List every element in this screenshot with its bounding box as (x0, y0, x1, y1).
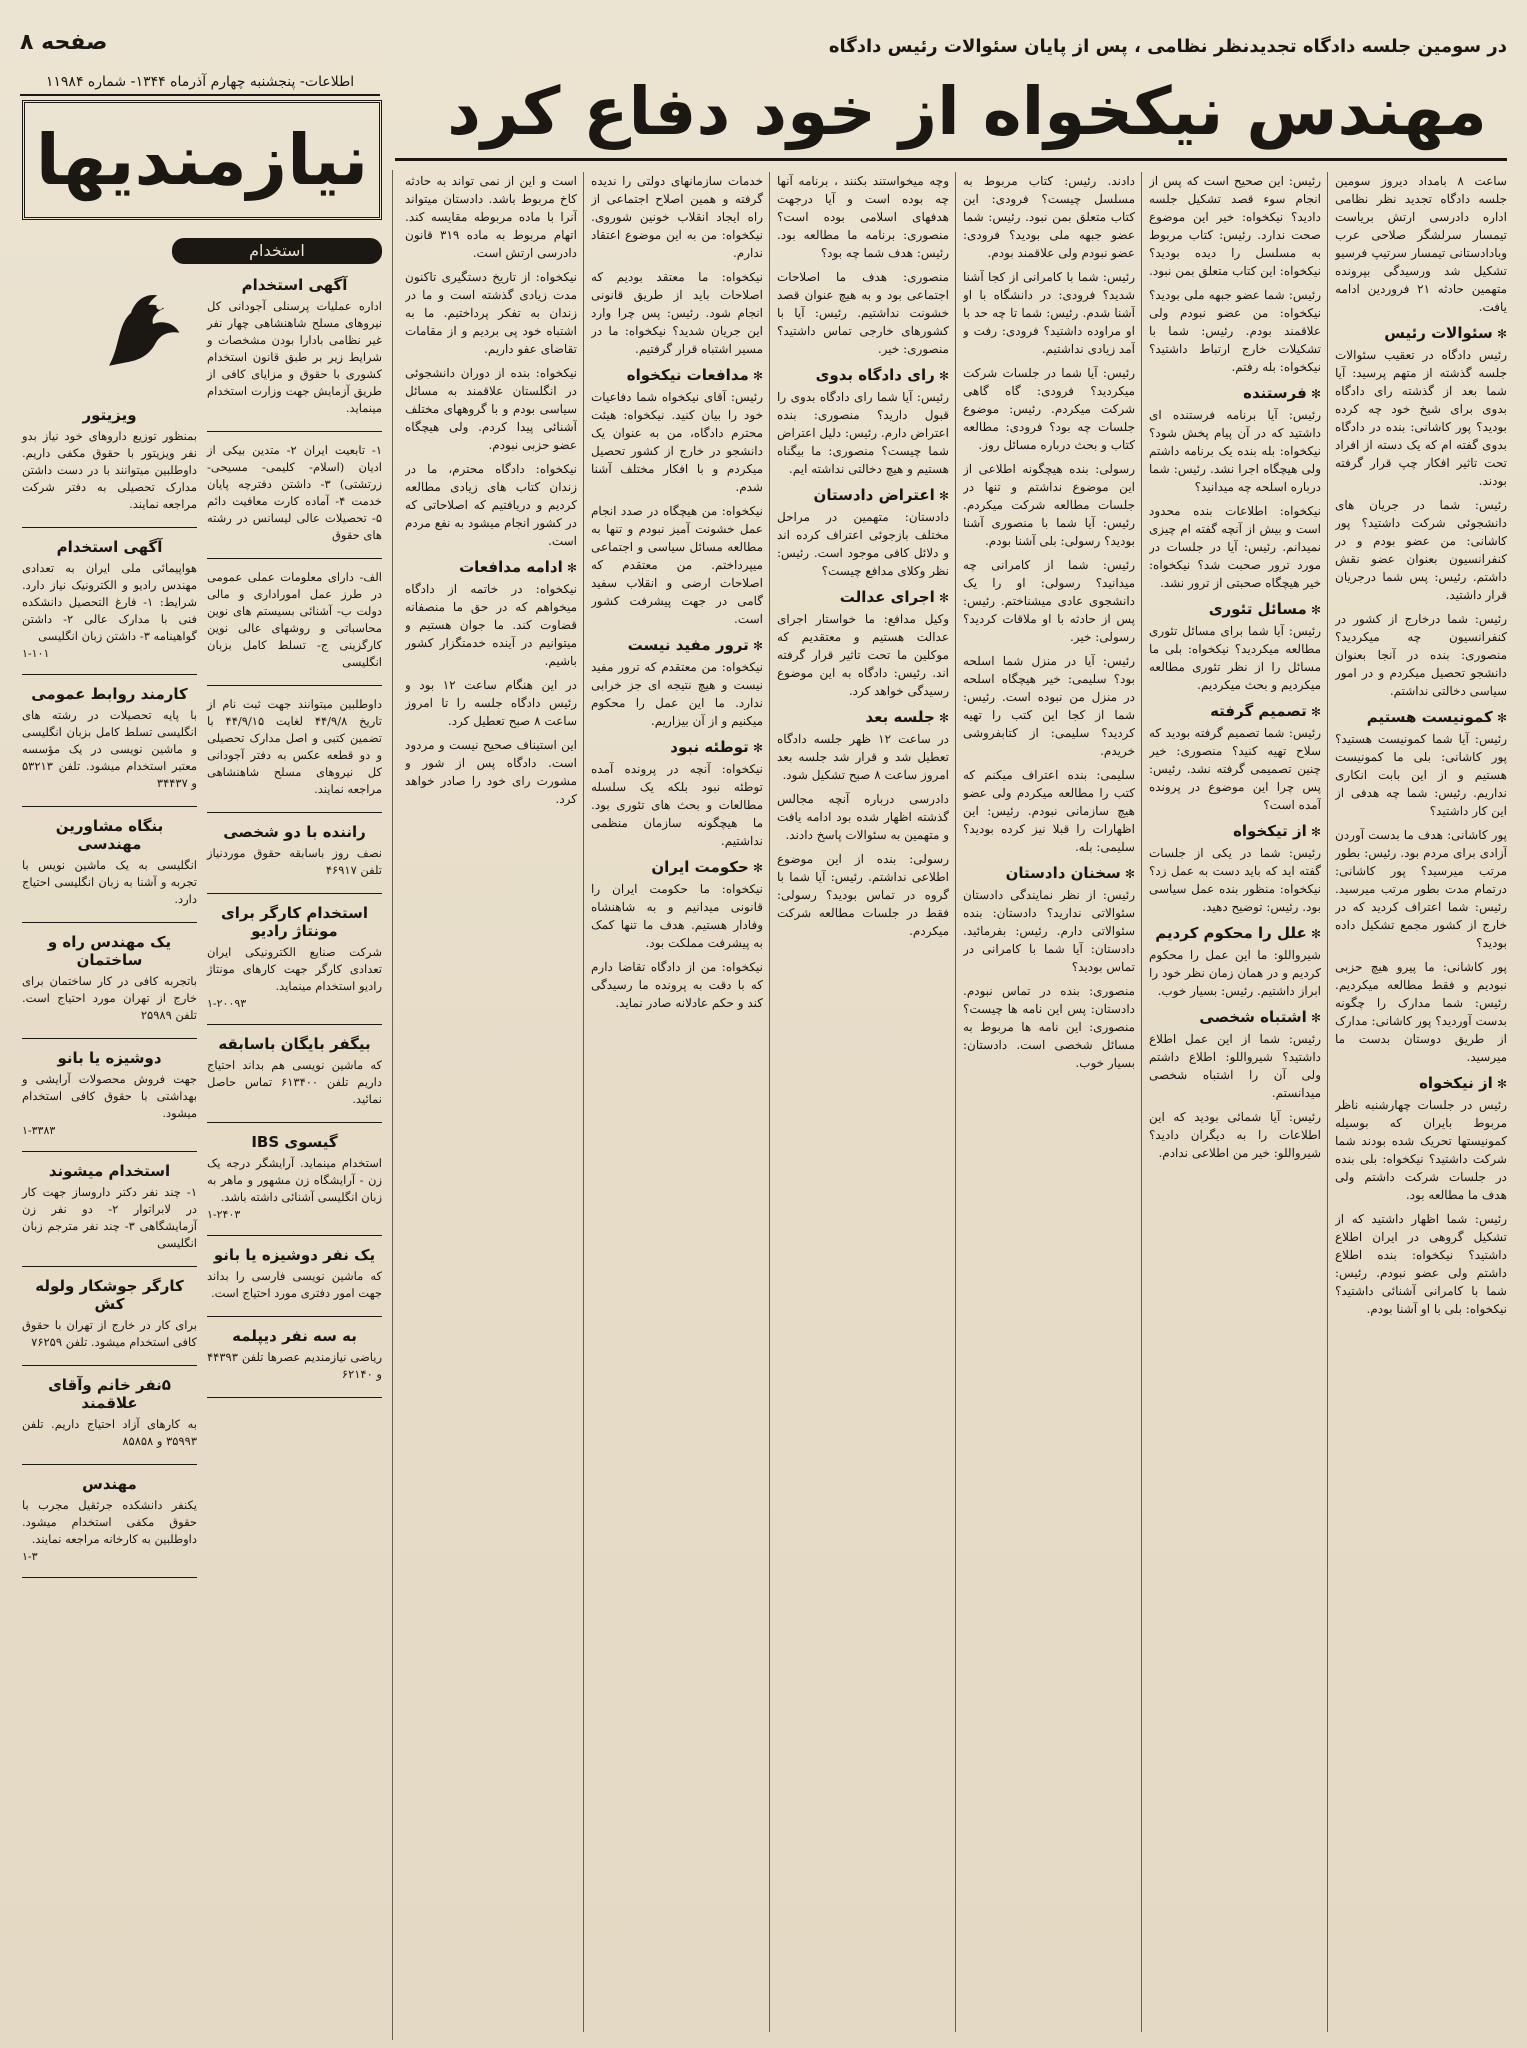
classified-ad-title: آگهی استخدام (56, 538, 163, 556)
classifieds-left-column (22, 276, 197, 1588)
classified-ad-text: به کارهای آزاد احتیاج داریم. تلفن ۳۵۹۹۳ و ۸۵۸۵۸ (22, 1417, 197, 1448)
classified-ad-text: ۱- چند نفر دکتر داروساز جهت کار در لابراتوار ۲- دو نفر زن آزمایشگاهی ۳- چند نفر مترجم زبان انگلیسی (22, 1185, 197, 1250)
headline-rule (395, 158, 1507, 161)
classified-ad-text: هواپیمائی ملی ایران به تعدادی مهندس رادیو و الکترونیک نیاز دارد. شرایط: ۱- فارغ التحصیل دانشکده فنی با مدارک عالی ۲- داشتن گواهینامه ۳- داشتن زبان انگلیسی (22, 561, 198, 643)
classified-ad (22, 406, 197, 513)
article-paragraph: رئیس: آیا شما کمونیست هستید؟ پور کاشانی: بلی ما کمونیست هستیم و از این بابت انکاری نداریم. رئیس: شما چه هدفی از این کار داشتید؟ (1335, 732, 1507, 818)
classified-ad (207, 569, 382, 671)
article-paragraph: منصوری: بنده در تماس نبودم. دادستان: پس این نامه ها چیست؟ منصوری: این نامه ها مربوط به مسائل شخصی است. دادستان: بسیار خوب. (963, 984, 1135, 1070)
classified-ad-text: برای کار در خارج از تهران با حقوق کافی استخدام میشود. تلفن ۷۶۲۵۹ (22, 1318, 197, 1349)
classified-ad-text: که ماشین نویسی هم بداند احتیاج داریم تلفن ۶۱۳۴۰۰ تماس حاصل نمائید. (207, 1058, 382, 1106)
article-body (402, 172, 1507, 2032)
article-subheading: ✻ از تیکخواه (1149, 822, 1321, 840)
classified-ad (22, 1475, 197, 1563)
article-subheading: ✻ از نیکخواه (1335, 1074, 1507, 1092)
article-paragraph: رئیس: شما اظهار داشتید که از تشکیل گروهی در ایران اطلاع داشتید؟ نیکخواه: بنده اطلاع داشتم ولی عضو نبودم. رئیس: شما با کامرانی آشنائی داشتید؟ نیکخواه: بلی با او آشنا بودم. (1335, 1212, 1507, 1316)
classified-ad (207, 442, 382, 544)
classified-ad (207, 696, 382, 798)
classified-ad-title: کارمند روابط عمومی (31, 685, 188, 703)
article-column-divider (769, 172, 770, 2032)
classified-ad-text: ریاضی نیازمندیم عصرها تلفن ۴۴۳۹۳ و ۶۲۱۴۰ (207, 1350, 382, 1381)
article-paragraph: نیکخواه: آنچه در پرونده آمده توطئه نبود بلکه یک سلسله مطالعات و بحث های تئوری بود. ما هیچگونه سازمان منظمی نداشتیم. (591, 762, 763, 848)
article-paragraph: رئیس: آقای نیکخواه شما دفاعیات خود را بیان کنید. نیکخواه: هیئت محترم دادگاه، من به عنوان یک دانشجو در خارج از کشور تحصیل میکردم و با افکار مختلف آشنا شدم. (591, 390, 763, 494)
article-subheading: ✻ اعتراض دادستان (777, 486, 949, 504)
article-subheading: ✻ ترور مفید نیست (591, 636, 763, 654)
article-paragraph: رئیس: آیا شما برای مسائل تئوری مطالعه میکردید؟ نیکخواه: بلی ما مسائل را از نظر تئوری مطالعه میکردیم و بحث میکردیم. (1149, 624, 1321, 692)
article-paragraph: رئیس: آیا شما رای دادگاه بدوی را قبول دارید؟ منصوری: بنده اعتراض دارم. رئیس: دلیل اعتراض شما چیست؟ منصوری: ما بیگناه هستیم و هیچ دخالتی نداشته ایم. (777, 390, 949, 476)
classified-ad (22, 1277, 197, 1351)
classified-ad (22, 1162, 197, 1252)
article-paragraph: شیرواللو: ما این عمل را محکوم کردیم و در همان زمان نظر خود را ابراز داشتیم. رئیس: بسیار خوب. (1149, 948, 1321, 998)
classified-ad (207, 276, 382, 417)
article-subheading: ✻ حکومت ایران (591, 858, 763, 876)
article-subheading: ✻ مدافعات نیکخواه (591, 366, 763, 384)
article-paragraph: رئیس: آیا شمائی بودید که این اطلاعات را به دیگران دادید؟ شیرواللو: خیر من اطلاعی ندادم. (1149, 1110, 1321, 1160)
classified-ad-text: ۱- تابعیت ایران ۲- متدین بیکی از ادیان (اسلام- کلیمی- مسیحی- زرتشتی) ۳- داشتن دفترچه پایان خدمت ۴- آماده کارت معافیت دائم ۵- تحصیلات عالی لیسانس در رشته های حقوق (207, 443, 383, 542)
article-column (405, 172, 577, 2032)
article-paragraph: این استیناف صحیح نیست و مردود است. دادگاه پس از شور و مشورت رای خود را صادر خواهد کرد. (405, 738, 577, 806)
article-paragraph: رئیس: شما تصمیم گرفته بودید که سلاح تهیه کنید؟ منصوری: خیر چنین تصمیمی گرفته نشد. رئیس: پس چرا این موضوع در پرونده آمده است؟ (1149, 726, 1321, 812)
classified-ad-title: دوشیزه یا بانو (57, 1049, 162, 1067)
article-paragraph: وکیل مدافع: ما خواستار اجرای عدالت هستیم و معتقدیم که موکلین ما تحت تاثیر قرار گرفته اند. رئیس: دادگاه به این موضوع رسیدگی خواهد کرد. (777, 612, 949, 698)
classified-divider (207, 1122, 382, 1123)
article-column (963, 172, 1135, 2032)
article-paragraph: نیکخواه: اطلاعات بنده محدود است و بیش از آنچه گفته ام چیزی نمیدانم. رئیس: آیا در جلسات در مورد ترور صحبت شد؟ نیکخواه: خیر هیچگاه صحبتی از ترور نشد. (1149, 504, 1321, 590)
article-paragraph: در ساعت ۱۲ ظهر جلسه دادگاه تعطیل شد و قرار شد جلسه بعد امروز ساعت ۸ صبح تشکیل شود. (777, 732, 949, 782)
classified-divider (22, 806, 197, 807)
article-subheading: ✻ توطئه نبود (591, 738, 763, 756)
classified-ad-text: شرکت صنایع الکترونیکی ایران تعدادی کارگر جهت کارهای مونتاژ رادیو استخدام مینماید. (207, 945, 382, 993)
article-paragraph: نیکخواه: از تاریخ دستگیری تاکنون مدت زیادی گذشته است و ما در زندان به تفکر پرداختیم. ما به اشتباه خود پی بردیم و از مقامات تقاضای عفو داریم. (405, 270, 577, 356)
classified-divider (22, 922, 197, 923)
article-column-divider (583, 172, 584, 2032)
classified-divider (207, 431, 382, 432)
classified-ad-code: ۱-۳۳۸۳ (22, 1124, 56, 1137)
article-paragraph: دادرسی درباره آنچه مجالس گذشته اظهار شده بود ادامه یافت و متهمین به سئوالات پاسخ دادند. (777, 792, 949, 842)
classified-ad-text: استخدام مینماید. آرایشگر درجه یک زن - آرایشگاه زن مشهور و ماهر به زبان انگلیسی آشنائی داشته باشد. (207, 1156, 382, 1204)
classified-divider (207, 685, 382, 686)
main-headline: مهندس نیکخواه از خود دفاع کرد (447, 73, 1487, 150)
classified-ad-code: ۱-۲۰۰۹۳ (207, 997, 247, 1010)
classified-ad-title: مهندس (82, 1475, 137, 1493)
article-paragraph: رئیس در جلسات چهارشنبه ناظر مربوط بایران که بوسیله کمونیستها تحریک شده بودند شما شرکت داشتید؟ نیکخواه: بلی بنده در جلسات شرکت داشتم ولی هدف ما مطالعه بود. (1335, 1098, 1507, 1202)
article-column (1149, 172, 1321, 2032)
classified-divider (22, 1266, 197, 1267)
article-paragraph: رئیس: شما در جریان های دانشجوئی شرکت داشتید؟ پور کاشانی: من عضو بودم و در کنفرانسیون بعنوان عضو نقش داشتم. رئیس: پس شما درجریان قرار داشتید. (1335, 498, 1507, 602)
classified-ad (207, 1327, 382, 1383)
classified-ad-title: کارگر جوشکار ولوله کش (35, 1277, 184, 1313)
classified-divider (207, 812, 382, 813)
classified-ad-code: ۱-۳ (22, 1550, 38, 1563)
article-paragraph: وچه میخواستند بکنند ، برنامه آنها چه بوده است و آیا درجهت هدفهای اسلامی بوده است؟ منصوری: برنامه ما مطالعه بود. رئیس: هدف شما چه بود؟ (777, 174, 949, 260)
article-subheading: ✻ کمونیست هستیم (1335, 708, 1507, 726)
classified-ad (207, 1035, 382, 1108)
article-subheading: ✻ مسائل تئوری (1149, 600, 1321, 618)
article-subheading: ✻ فرستنده (1149, 384, 1321, 402)
article-paragraph: رئیس: آیا شما در جلسات شرکت میکردید؟ فرودی: گاه گاهی شرکت میکردم. رئیس: موضوع جلسات چه بود؟ فرودی: مطالعه کتاب و بحث درباره مسائل روز. (963, 366, 1135, 452)
article-paragraph: رئیس دادگاه در تعقیب سئوالات جلسه گذشته از متهم پرسید: آیا شما بعد از گذشته رای دادگاه بدوی برای شیخ خود چه کرده بودید؟ پور کاشانی: بنده در دادگاه بدوی گفته ام که یک دسته از افراد تحت تاثیر افکار چپ قرار گرفته بودند. (1335, 348, 1507, 488)
classified-ad-text: یکنفر دانشکده جرثقیل مجرب با حقوق مکفی استخدام میشود. داوطلبین به کارخانه مراجعه نمایند. (22, 1498, 197, 1546)
article-column (591, 172, 763, 2032)
article-paragraph: رئیس: از نظر نمایندگی دادستان سئوالاتی ندارید؟ دادستان: بنده سئوالاتی دارم. رئیس: بفرمائید. دادستان: آیا شما با کامرانی در تماس بودید؟ (963, 888, 1135, 974)
article-paragraph: رئیس: آیا برنامه فرستنده ای داشتید که در آن پیام پخش شود؟ نیکخواه: بله بنده یک برنامه داشتم ولی هیچگاه اجرا نشد. رئیس: شما درباره اسلحه چه میدانید؟ (1149, 408, 1321, 494)
classified-ad (22, 538, 197, 660)
classified-ad-code: ۱-۱۰۱ (22, 647, 50, 660)
classified-ad (207, 1133, 382, 1221)
article-column-divider (955, 172, 956, 2032)
article-paragraph: دادند. رئیس: کتاب مربوط به مسلسل چیست؟ فرودی: این کتاب متعلق بمن نبود. رئیس: شما عضو جبهه ملی بودید؟ فرودی: عضو نبودم ولی علاقمند بودم. (963, 174, 1135, 260)
article-paragraph: منصوری: هدف ما اصلاحات اجتماعی بود و به هیچ عنوان قصد خشونت نداشتیم. رئیس: آیا با کشورهای خارجی تماس داشتید؟ منصوری: خیر. (777, 270, 949, 356)
classified-divider (22, 1464, 197, 1465)
article-subheading: ✻ رای دادگاه بدوی (777, 366, 949, 384)
classified-ad-text: نصف روز باسابقه حقوق موردنیاز تلفن ۴۶۹۱۷ (207, 846, 382, 877)
classified-ad-title: استخدام کارگر برای مونتاژ رادیو (221, 904, 368, 940)
classified-ad-text: اداره عملیات پرسنلی آجودانی کل نیروهای مسلح شاهنشاهی چهار نفر غیر نظامی بادارا بودن مشخصات و شرایط زیر بر طبق قانون استخدام کشوری با حقوق و مزایای کافی از طریق آزمایش جهت وزارت استخدام مینماید. (207, 299, 382, 415)
classified-divider (22, 527, 197, 528)
article-paragraph: نیکخواه: بنده از دوران دانشجوئی در انگلستان علاقمند به مسائل سیاسی بودم و با گروههای مختلف آشنائی پیدا کردم. ولی هیچگاه عضو حزبی نبودم. (405, 366, 577, 452)
classified-ad-title: یک نفر دوشیزه یا بانو (213, 1246, 376, 1264)
classifieds-banner: استخدام (172, 238, 382, 264)
article-paragraph: در این هنگام ساعت ۱۲ بود و رئیس دادگاه جلسه را تا امروز ساعت ۸ صبح تعطیل کرد. (405, 678, 577, 728)
article-paragraph: رئیس: شما با کامرانی از کجا آشنا شدید؟ فرودی: در دانشگاه با او آشنا شدم. رئیس: شما تا چه حد با او مراوده داشتید؟ فرودی: رفت و آمد زیادی نداشتیم. (963, 270, 1135, 356)
classified-ad-title: بنگاه مشاورین مهندسی (55, 817, 164, 853)
classified-ad (22, 817, 197, 908)
classified-ad-title: ویزیتور (82, 406, 137, 424)
article-paragraph: نیکخواه: من هیچگاه در صدد انجام عمل خشونت آمیز نبودم و تنها به مطالعه مسائل سیاسی و اجتماعی میپرداختم. من معتقدم که اصلاحات ارضی و انقلاب سفید گامی در جهت پیشرفت کشور است. (591, 504, 763, 626)
headline-kicker: در سومین جلسه دادگاه تجدیدنظر نظامی ، پس از پایان سئوالات رئیس دادگاه (828, 36, 1507, 57)
classified-divider (207, 1235, 382, 1236)
classified-divider (207, 1024, 382, 1025)
classified-ad-title: به سه نفر دیپلمه (232, 1327, 357, 1345)
classified-ad-text: بمنظور توزیع داروهای خود نیاز بدو نفر ویزیتور با حقوق مکفی داریم. داوطلبین میتوانند با در دست داشتن مدارک تحصیلی به دفتر شرکت مراجعه نمایند. (22, 429, 197, 511)
article-column (1335, 172, 1507, 2032)
article-paragraph: خدمات سازمانهای دولتی را ندیده گرفته و همین اصلاح اجتماعی از راه ایجاد انقلاب خونین شوروی. نیکخواه: من به این موضوع اعتقاد ندارم. (591, 174, 763, 260)
article-paragraph: رئیس: شما در یکی از جلسات گفته اید که باید دست به عمل زد؟ نیکخواه: منظور بنده عمل سیاسی بود. رئیس: توضیح دهید. (1149, 846, 1321, 914)
classified-ad-title: آگهی استخدام (241, 276, 348, 294)
article-subheading: ✻ تصمیم گرفته (1149, 702, 1321, 720)
issue-line: اطلاعات- پنجشنبه چهارم آذرماه ۱۳۴۴- شماره ۱۱۹۸۴ (20, 74, 380, 96)
article-paragraph: ساعت ۸ بامداد دیروز سومین جلسه دادگاه تجدید نظر نظامی اداره دادرسی ارتش بریاست تیمسار سرلشگر صلاحی عرب وبادادستانی تیمسار سرتیپ فرسیو تشکیل شد ورسیدگی بپرونده متهمین حادثه ۲۱ فروردین ادامه یافت. (1335, 174, 1507, 314)
article-paragraph: دادستان: متهمین در مراحل مختلف بازجوئی اعتراف کرده اند و دلائل کافی موجود است. رئیس: نظر وکلای مدافع چیست؟ (777, 510, 949, 578)
classified-ad-title: بیگفر بایگان باسابقه (218, 1035, 371, 1053)
classified-ad-text: با پایه تحصیلات در رشته های انگلیسی تسلط کامل بزبان انگلیسی و ماشین نویسی در یک مؤسسه معتبر استخدام میشود. تلفن ۵۳۲۱۳ و ۳۴۴۳۷ (22, 708, 197, 790)
article-subheading: ✻ اشتباه شخصی (1149, 1008, 1321, 1026)
article-paragraph: سلیمی: بنده اعتراف میکنم که کتب را مطالعه میکردم ولی عضو هیچ سازمانی نبودم. رئیس: این اظهارات را قبلا نیز کرده بودید؟ سلیمی: بله. (963, 768, 1135, 854)
classified-ad-title: یک مهندس راه و ساختمان (47, 933, 172, 969)
article-subheading: ✻ علل را محکوم کردیم (1149, 924, 1321, 942)
airline-logo-icon (87, 280, 197, 390)
article-paragraph: نیکخواه: در خاتمه از دادگاه میخواهم که در حق ما منصفانه قضاوت کند. ما جوان هستیم و میتوانیم در آینده خدمتگزار کشور باشیم. (405, 582, 577, 668)
classified-ad (22, 685, 197, 792)
classified-divider (207, 1316, 382, 1317)
classifieds-masthead: نیازمندیها (22, 100, 382, 220)
article-paragraph: رئیس: شما عضو جبهه ملی بودید؟ نیکخواه: من عضو نبودم ولی علاقمند بودم. رئیس: شما با تشکیلات خارج ارتباط داشتید؟ نیکخواه: بله رفتم. (1149, 288, 1321, 374)
article-paragraph: نیکخواه: ما معتقد بودیم که اصلاحات باید از طریق قانونی انجام شود. رئیس: پس چرا وارد این جریان شدید؟ نیکخواه: ما در مسیر اشتباه قرار گرفتیم. (591, 270, 763, 356)
classified-ad-title: راننده با دو شخصی (223, 823, 366, 841)
page-number: صفحه ۸ (20, 30, 108, 55)
article-column-divider (1141, 172, 1142, 2032)
classified-ad (207, 1246, 382, 1302)
classified-divider (22, 1577, 197, 1578)
classified-divider (22, 1365, 197, 1366)
article-subheading: ✻ سئوالات رئیس (1335, 324, 1507, 342)
article-subheading: ✻ جلسه بعد (777, 708, 949, 726)
article-subheading: ✻ اجرای عدالت (777, 588, 949, 606)
article-paragraph: پور کاشانی: ما پیرو هیچ حزبی نبودیم و فقط مطالعه میکردیم. رئیس: شما مدارک را چگونه بدست آوردید؟ پور کاشانی: مدارک از طریق دوستان بدست ما میرسید. (1335, 960, 1507, 1064)
article-paragraph: رئیس: شما درخارج از کشور در کنفرانسیون چه میکردید؟ منصوری: بنده در آنجا بعنوان دانشجو تحصیل میکردم و در امور سیاسی دخالتی نداشتم. (1335, 612, 1507, 698)
article-column (777, 172, 949, 2032)
article-paragraph: رسولی: بنده از این موضوع اطلاعی نداشتم. رئیس: آیا شما با گروه در تماس بودید؟ رسولی: فقط در جلسات مطالعه شرکت میکردم. (777, 852, 949, 938)
article-subheading: ✻ سخنان دادستان (963, 864, 1135, 882)
article-paragraph: پور کاشانی: هدف ما بدست آوردن آزادی برای مردم بود. رئیس: بطور مرتب میرسید؟ پور کاشانی: درتمام مدت بطور مرتب میرسید. رئیس: شما اعتراف کردید که در خارج از کشور مجمع تشکیل داده بودید؟ (1335, 828, 1507, 950)
article-paragraph: رئیس: شما از کامرانی چه میدانید؟ رسولی: او را یک دانشجوی عادی میشناختم. رئیس: پس از حادثه با او ملاقات کردید؟ رسولی: خیر. (963, 558, 1135, 644)
article-paragraph: رئیس: آیا در منزل شما اسلحه بود؟ سلیمی: خیر هیچگاه اسلحه در منزل من نبوده است. رئیس: شما از کجا این کتب را تهیه کردید؟ سلیمی: از کتابفروشی خریدم. (963, 654, 1135, 758)
article-paragraph: نیکخواه: من از دادگاه تقاضا دارم که با دقت به پرونده ما رسیدگی کند و حکم عادلانه صادر نماید. (591, 960, 763, 1010)
classified-ad-text: جهت فروش محصولات آرایشی و بهداشتی با حقوق کافی استخدام میشود. (22, 1072, 197, 1120)
article-paragraph: نیکخواه: دادگاه محترم، ما در زندان کتاب های زیادی مطالعه کردیم و دریافتیم که اصلاحاتی که در کشور انجام میشود به نفع مردم است. (405, 462, 577, 548)
article-column-divider (1327, 172, 1328, 2032)
article-paragraph: نیکخواه: من معتقدم که ترور مفید نیست و هیچ نتیجه ای جز خرابی ندارد. ما این عمل را محکوم میکنیم و از آن بیزاریم. (591, 660, 763, 728)
classified-ad (207, 823, 382, 879)
article-paragraph: نیکخواه: ما حکومت ایران را قانونی میدانیم و به شاهنشاه وفادار هستیم. هدف ما تنها کمک به پیشرفت مملکت بود. (591, 882, 763, 950)
classified-ad (207, 904, 382, 1010)
classified-ad-text: داوطلبین میتوانند جهت ثبت نام از تاریخ ۴۴/۹/۸ لغایت ۴۴/۹/۱۵ با تضمین کتبی و اصل مدارک تحصیلی و دو قطعه عکس به دفتر آجودانی کل نیروهای مسلح شاهنشاهی مراجعه نمایند. (207, 697, 382, 796)
top-strip (20, 30, 1507, 90)
article-paragraph: است و این از نمی تواند به حادثه کاخ مربوط باشد. دادستان میتواند آنرا با ماده مربوطه مقایسه کند. اتهام مربوط به ماده ۳۱۹ قانون دادرسی ارتش است. (405, 174, 577, 260)
classified-ad-title: گیسوی IBS (251, 1133, 338, 1151)
classified-ad (22, 1376, 197, 1450)
classified-divider (207, 558, 382, 559)
classifieds-divider (392, 170, 393, 2040)
classified-ad-text: باتجربه کافی در کار ساختمان برای خارج از تهران مورد احتیاج است. تلفن ۲۵۹۸۹ (22, 974, 197, 1022)
classified-ad-text: که ماشین نویسی فارسی را بداند جهت امور دفتری مورد احتیاج است. (207, 1269, 382, 1300)
classified-divider (22, 1038, 197, 1039)
classified-ad (22, 933, 197, 1024)
classifieds-right-column (207, 276, 382, 1408)
classified-divider (22, 1151, 197, 1152)
classified-ad-text: الف- دارای معلومات عملی عمومی در طرز عمل اموراداری و مالی دولت ب- آشنائی بسیستم های نوین محاسباتی و روشهای عالی نوین کارگزینی ج- تسلط کامل بزبان انگلیسی (207, 570, 382, 669)
classified-ad-code: ۱-۲۴۰۳ (207, 1208, 241, 1221)
article-paragraph: رسولی: بنده هیچگونه اطلاعی از این موضوع نداشتم و تنها در جلسات مطالعه شرکت میکردم. رئیس: آیا شما با منصوری آشنا بودید؟ رسولی: بلی آشنا بودم. (963, 462, 1135, 548)
article-subheading: ✻ ادامه مدافعات (405, 558, 577, 576)
classified-divider (207, 1397, 382, 1398)
classified-ad-text: انگلیسی به یک ماشین نویس با تجربه و آشنا به زبان انگلیسی احتیاج دارد. (22, 858, 197, 906)
classified-ad-title: استخدام میشوند (48, 1162, 171, 1180)
classified-divider (207, 893, 382, 894)
classified-ad (22, 1049, 197, 1137)
classified-ad-title: ۵نفر خانم وآقای علاقمند (48, 1376, 171, 1412)
article-paragraph: رئیس: شما از این عمل اطلاع داشتید؟ شیرواللو: اطلاع داشتم ولی آن را اشتباه شخصی میدانستم. (1149, 1032, 1321, 1100)
article-paragraph: رئیس: این صحیح است که پس از انجام سوء قصد تشکیل جلسه دادید؟ نیکخواه: خیر این موضوع صحت ندارد. رئیس: کتاب مربوط به مسلسل را دیده بودید؟ نیکخواه: این کتاب متعلق بمن نبود. (1149, 174, 1321, 278)
classified-divider (22, 674, 197, 675)
classifieds-section (22, 100, 382, 2030)
